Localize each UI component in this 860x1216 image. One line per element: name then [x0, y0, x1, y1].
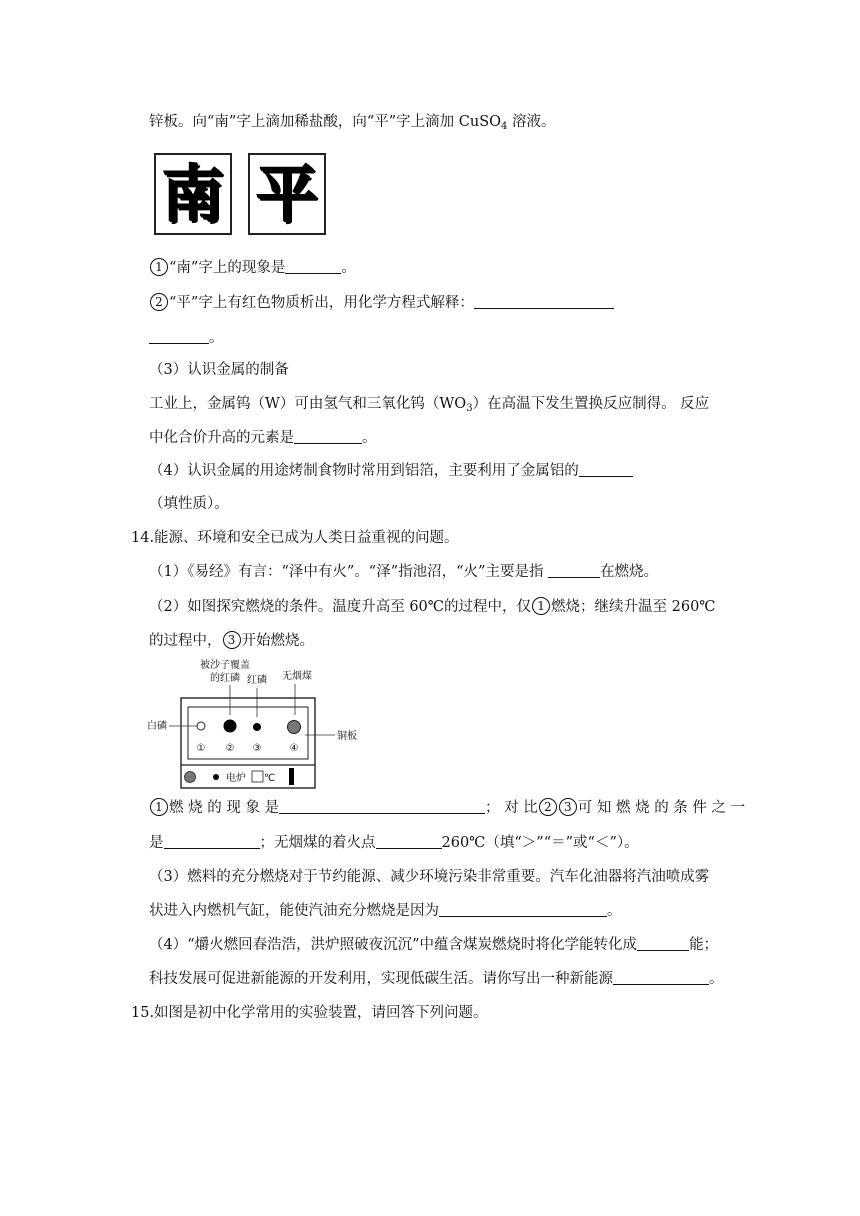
- answer-blank[interactable]: [285, 258, 341, 274]
- text-line: [149, 798, 745, 818]
- text-line: [149, 867, 709, 887]
- text-line: [149, 562, 658, 582]
- text: 燃 烧 的 现 象 是: [169, 800, 280, 816]
- text: （填性质）。: [149, 496, 229, 512]
- combustion-diagram: [145, 655, 385, 791]
- text: 工业上，金属钨（W）可由氢气和三氧化钨（WO: [149, 396, 467, 412]
- char-nan: 南: [161, 158, 224, 231]
- text: 。: [362, 430, 377, 446]
- text: （3）认识金属的制备: [149, 362, 289, 378]
- circled-number: 1: [150, 258, 168, 276]
- text: 的过程中，: [149, 633, 222, 649]
- circled-number: 2: [150, 293, 168, 311]
- answer-blank[interactable]: [279, 798, 485, 814]
- text-line: [149, 258, 356, 278]
- answer-blank[interactable]: [149, 328, 209, 344]
- marker-2: ②: [225, 743, 235, 754]
- text: 在燃烧。: [600, 564, 659, 580]
- text-line: [149, 461, 633, 481]
- label-electric-stove: 电炉: [226, 773, 246, 784]
- circled-number: 3: [559, 798, 577, 816]
- label-covered-phosphorus: 被沙子覆盖: [200, 660, 250, 671]
- stove-indicator: [213, 774, 219, 780]
- circled-number: 2: [539, 798, 557, 816]
- text: 。: [209, 330, 224, 346]
- char-ping: 平: [255, 158, 318, 231]
- text-line: [149, 969, 724, 989]
- text: （4）认识金属的用途烤制食物时常用到铝箔，主要利用了金属铝的: [149, 463, 579, 479]
- text: （3）燃料的充分燃烧对于节约能源、减少环境污染非常重要。汽车化油器将汽油喷成雾: [149, 869, 710, 885]
- label-anthracite: 无烟煤: [282, 671, 312, 682]
- text: 260℃（填“＞”“＝”或“＜”）。: [441, 835, 639, 851]
- text: ；无烟煤的着火点: [259, 835, 376, 851]
- text-line: [149, 428, 377, 448]
- char-image-nan: [154, 153, 232, 235]
- answer-blank[interactable]: [376, 833, 442, 849]
- answer-blank[interactable]: [439, 901, 607, 917]
- text-line: [149, 631, 314, 651]
- temperature-display: [252, 771, 263, 782]
- text-line: [149, 901, 622, 921]
- subscript: 3: [466, 403, 473, 414]
- text-line: [149, 494, 229, 514]
- text-line: [131, 528, 459, 548]
- text-line: [149, 833, 639, 853]
- text-line: [149, 328, 224, 348]
- marker-4: ④: [289, 743, 299, 754]
- question-heading: 14.能源、环境和安全已成为人类日益重视的问题。: [131, 530, 459, 546]
- text: 科技发展可促进新能源的开发利用，实现低碳生活。请你写出一种新能源: [149, 971, 613, 987]
- label-white-phosphorus: 白磷: [147, 721, 167, 732]
- text: ； 对 比: [485, 800, 538, 816]
- text: 能；: [689, 937, 719, 953]
- answer-blank[interactable]: [474, 293, 614, 309]
- covered-red-phosphorus: [224, 720, 237, 733]
- answer-blank[interactable]: [294, 428, 362, 444]
- text: “平”字上有红色物质析出，用化学方程式解释：: [169, 295, 474, 311]
- subscript: 4: [501, 121, 508, 132]
- text: 是: [149, 835, 164, 851]
- label-copper-plate: 铜板: [337, 731, 357, 742]
- text: 可 知 燃 烧 的 条 件 之 一: [577, 800, 746, 816]
- label-celsius: ℃: [264, 773, 276, 784]
- text: 中化合价升高的元素是: [149, 430, 294, 446]
- answer-blank[interactable]: [637, 935, 689, 951]
- text-line: [149, 935, 718, 955]
- label-red-phosphorus: 红磷: [247, 675, 267, 686]
- text-line: [149, 597, 716, 617]
- circled-number: 1: [150, 798, 168, 816]
- text: 锌板。向“南”字上滴加稀盐酸，向“平”字上滴加 CuSO: [149, 114, 502, 130]
- label-covered-phosphorus-2: 的红磷: [210, 673, 240, 684]
- text-line: [149, 360, 289, 380]
- text-line: [149, 394, 709, 419]
- text: 燃烧；继续升温至 260℃: [551, 599, 716, 615]
- text: 溶液。: [507, 114, 556, 130]
- stove-knob: [185, 772, 196, 783]
- text: 。: [607, 903, 622, 919]
- answer-blank[interactable]: [548, 562, 600, 578]
- char-image-ping: [248, 153, 326, 235]
- text: 开始燃烧。: [241, 633, 314, 649]
- text: （4）“爝火燃回春浩浩，洪炉照破夜沉沉”中蕴含煤炭燃烧时将化学能转化成: [149, 937, 638, 953]
- text: ）在高温下发生置换反应制得。 反应: [472, 396, 710, 412]
- answer-blank[interactable]: [613, 969, 709, 985]
- text: 状进入内燃机气缸，能使汽油充分燃烧是因为: [149, 903, 439, 919]
- red-phosphorus: [253, 723, 261, 731]
- anthracite-coal: [288, 721, 301, 734]
- marker-3: ③: [252, 743, 262, 754]
- text: 。: [709, 971, 724, 987]
- circled-number: 1: [532, 597, 550, 615]
- marker-1: ①: [196, 743, 206, 754]
- white-phosphorus: [197, 722, 205, 730]
- question-heading: 15.如图是初中化学常用的实验装置，请回答下列问题。: [131, 1005, 488, 1021]
- text: “南”字上的现象是: [169, 260, 286, 276]
- text-line: [131, 1003, 488, 1023]
- text: （2）如图探究燃烧的条件。温度升高至 60℃的过程中，仅: [149, 599, 532, 615]
- text: 。: [341, 260, 356, 276]
- circled-number: 3: [223, 631, 241, 649]
- text: （1）《易经》有言：“泽中有火”。“泽”指池沼，“火”主要是指: [149, 564, 549, 580]
- text-line: [149, 293, 614, 313]
- answer-blank[interactable]: [579, 461, 633, 477]
- text-line: [149, 112, 556, 137]
- stove-switch: [289, 768, 294, 785]
- answer-blank[interactable]: [164, 833, 260, 849]
